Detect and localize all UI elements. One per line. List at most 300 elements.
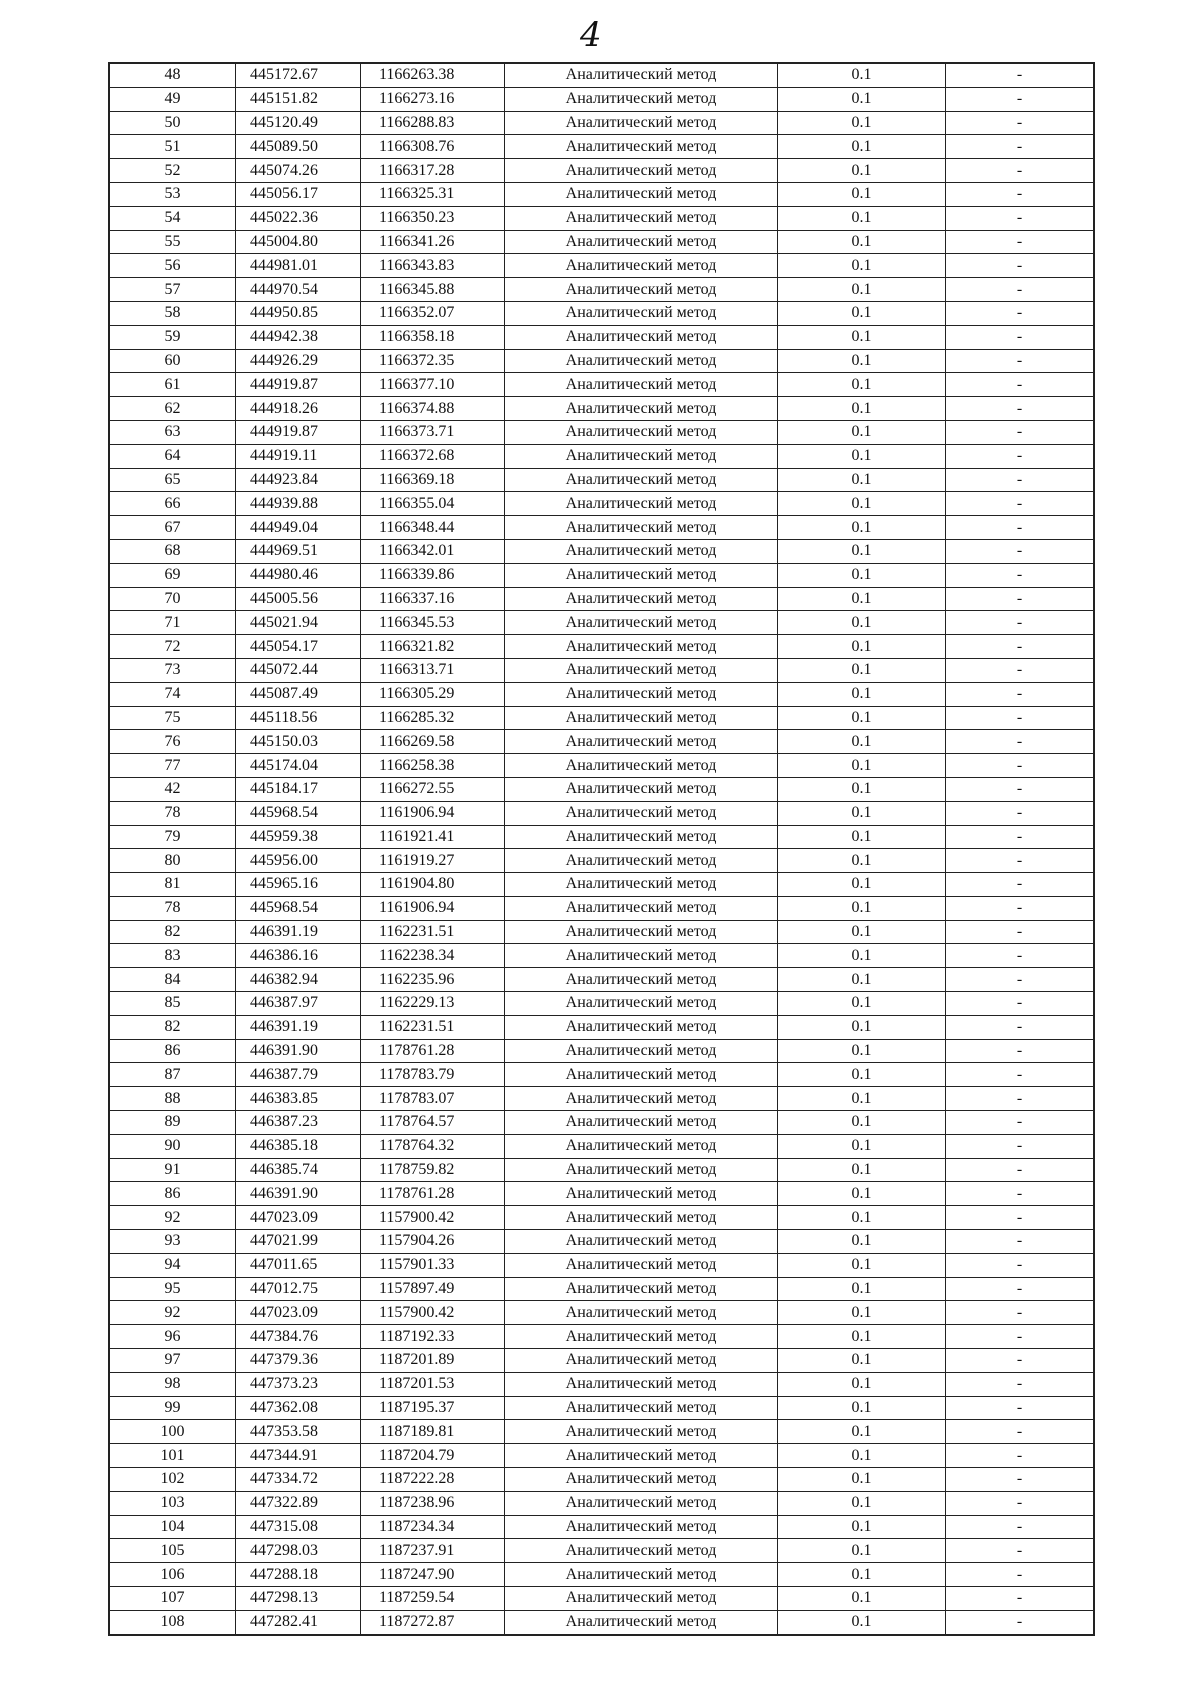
table-row [109, 135, 1094, 159]
table-row [109, 825, 1094, 849]
precision-cell: 0.1 [778, 1301, 946, 1325]
x-coordinate-cell: 447288.18 [236, 1563, 361, 1587]
x-coordinate-cell: 445021.94 [236, 611, 361, 635]
precision-cell: 0.1 [778, 373, 946, 397]
y-coordinate-cell: 1166308.76 [361, 135, 505, 159]
precision-cell: 0.1 [778, 1396, 946, 1420]
point-number-cell: 82 [109, 920, 236, 944]
table-row [109, 1444, 1094, 1468]
note-cell: - [946, 1230, 1095, 1254]
point-number-cell: 79 [109, 825, 236, 849]
method-cell: Аналитический метод [505, 658, 778, 682]
note-cell: - [946, 373, 1095, 397]
table-row [109, 896, 1094, 920]
point-number-cell: 78 [109, 801, 236, 825]
y-coordinate-cell: 1157897.49 [361, 1277, 505, 1301]
y-coordinate-cell: 1187272.87 [361, 1610, 505, 1634]
x-coordinate-cell: 447298.03 [236, 1539, 361, 1563]
note-cell: - [946, 135, 1095, 159]
y-coordinate-cell: 1187247.90 [361, 1563, 505, 1587]
note-cell: - [946, 301, 1095, 325]
note-cell: - [946, 754, 1095, 778]
method-cell: Аналитический метод [505, 635, 778, 659]
x-coordinate-cell: 445968.54 [236, 801, 361, 825]
table-row [109, 420, 1094, 444]
precision-cell: 0.1 [778, 420, 946, 444]
point-number-cell: 71 [109, 611, 236, 635]
page-number: 4 [580, 15, 602, 55]
x-coordinate-cell: 444980.46 [236, 563, 361, 587]
precision-cell: 0.1 [778, 1134, 946, 1158]
precision-cell: 0.1 [778, 1515, 946, 1539]
point-number-cell: 85 [109, 992, 236, 1016]
note-cell: - [946, 516, 1095, 540]
note-cell: - [946, 87, 1095, 111]
point-number-cell: 98 [109, 1372, 236, 1396]
x-coordinate-cell: 447011.65 [236, 1253, 361, 1277]
point-number-cell: 63 [109, 420, 236, 444]
y-coordinate-cell: 1166369.18 [361, 468, 505, 492]
y-coordinate-cell: 1161906.94 [361, 896, 505, 920]
point-number-cell: 54 [109, 206, 236, 230]
table-row [109, 1230, 1094, 1254]
table-row [109, 1158, 1094, 1182]
precision-cell: 0.1 [778, 777, 946, 801]
note-cell: - [946, 658, 1095, 682]
y-coordinate-cell: 1178783.79 [361, 1063, 505, 1087]
x-coordinate-cell: 447282.41 [236, 1610, 361, 1634]
x-coordinate-cell: 445150.03 [236, 730, 361, 754]
precision-cell: 0.1 [778, 992, 946, 1016]
precision-cell: 0.1 [778, 492, 946, 516]
table-row [109, 1468, 1094, 1492]
y-coordinate-cell: 1166358.18 [361, 325, 505, 349]
point-number-cell: 66 [109, 492, 236, 516]
y-coordinate-cell: 1166325.31 [361, 182, 505, 206]
point-number-cell: 83 [109, 944, 236, 968]
y-coordinate-cell: 1161921.41 [361, 825, 505, 849]
note-cell: - [946, 944, 1095, 968]
x-coordinate-cell: 447384.76 [236, 1325, 361, 1349]
table-row [109, 182, 1094, 206]
y-coordinate-cell: 1178761.28 [361, 1039, 505, 1063]
precision-cell: 0.1 [778, 325, 946, 349]
x-coordinate-cell: 444949.04 [236, 516, 361, 540]
table-row [109, 1087, 1094, 1111]
x-coordinate-cell: 446385.18 [236, 1134, 361, 1158]
y-coordinate-cell: 1166342.01 [361, 539, 505, 563]
point-number-cell: 87 [109, 1063, 236, 1087]
note-cell: - [946, 1539, 1095, 1563]
table-row [109, 658, 1094, 682]
point-number-cell: 70 [109, 587, 236, 611]
table-row [109, 1539, 1094, 1563]
x-coordinate-cell: 447012.75 [236, 1277, 361, 1301]
y-coordinate-cell: 1166373.71 [361, 420, 505, 444]
y-coordinate-cell: 1178764.57 [361, 1111, 505, 1135]
note-cell: - [946, 777, 1095, 801]
point-number-cell: 81 [109, 873, 236, 897]
x-coordinate-cell: 445965.16 [236, 873, 361, 897]
precision-cell: 0.1 [778, 1491, 946, 1515]
precision-cell: 0.1 [778, 849, 946, 873]
y-coordinate-cell: 1178761.28 [361, 1182, 505, 1206]
method-cell: Аналитический метод [505, 1468, 778, 1492]
precision-cell: 0.1 [778, 1253, 946, 1277]
point-number-cell: 50 [109, 111, 236, 135]
method-cell: Аналитический метод [505, 182, 778, 206]
precision-cell: 0.1 [778, 135, 946, 159]
note-cell: - [946, 563, 1095, 587]
point-number-cell: 58 [109, 301, 236, 325]
table-row [109, 206, 1094, 230]
method-cell: Аналитический метод [505, 1372, 778, 1396]
method-cell: Аналитический метод [505, 516, 778, 540]
table-row [109, 111, 1094, 135]
y-coordinate-cell: 1187195.37 [361, 1396, 505, 1420]
x-coordinate-cell: 445956.00 [236, 849, 361, 873]
table-row [109, 230, 1094, 254]
x-coordinate-cell: 445087.49 [236, 682, 361, 706]
x-coordinate-cell: 445089.50 [236, 135, 361, 159]
precision-cell: 0.1 [778, 1111, 946, 1135]
point-number-cell: 67 [109, 516, 236, 540]
table-row [109, 873, 1094, 897]
x-coordinate-cell: 445022.36 [236, 206, 361, 230]
table-row [109, 539, 1094, 563]
method-cell: Аналитический метод [505, 159, 778, 183]
table-row [109, 325, 1094, 349]
precision-cell: 0.1 [778, 539, 946, 563]
note-cell: - [946, 1277, 1095, 1301]
x-coordinate-cell: 445174.04 [236, 754, 361, 778]
y-coordinate-cell: 1166272.55 [361, 777, 505, 801]
method-cell: Аналитический метод [505, 420, 778, 444]
note-cell: - [946, 1515, 1095, 1539]
point-number-cell: 106 [109, 1563, 236, 1587]
y-coordinate-cell: 1187234.34 [361, 1515, 505, 1539]
point-number-cell: 99 [109, 1396, 236, 1420]
precision-cell: 0.1 [778, 1206, 946, 1230]
table-row [109, 1587, 1094, 1611]
point-number-cell: 102 [109, 1468, 236, 1492]
precision-cell: 0.1 [778, 825, 946, 849]
point-number-cell: 86 [109, 1182, 236, 1206]
x-coordinate-cell: 444969.51 [236, 539, 361, 563]
table-row [109, 492, 1094, 516]
note-cell: - [946, 159, 1095, 183]
point-number-cell: 97 [109, 1349, 236, 1373]
y-coordinate-cell: 1166321.82 [361, 635, 505, 659]
point-number-cell: 104 [109, 1515, 236, 1539]
method-cell: Аналитический метод [505, 563, 778, 587]
method-cell: Аналитический метод [505, 1230, 778, 1254]
precision-cell: 0.1 [778, 397, 946, 421]
method-cell: Аналитический метод [505, 373, 778, 397]
x-coordinate-cell: 444942.38 [236, 325, 361, 349]
table-row [109, 563, 1094, 587]
x-coordinate-cell: 447344.91 [236, 1444, 361, 1468]
x-coordinate-cell: 445968.54 [236, 896, 361, 920]
note-cell: - [946, 1253, 1095, 1277]
x-coordinate-cell: 445005.56 [236, 587, 361, 611]
method-cell: Аналитический метод [505, 301, 778, 325]
x-coordinate-cell: 444926.29 [236, 349, 361, 373]
method-cell: Аналитический метод [505, 468, 778, 492]
note-cell: - [946, 254, 1095, 278]
precision-cell: 0.1 [778, 1015, 946, 1039]
table-row [109, 1206, 1094, 1230]
point-number-cell: 56 [109, 254, 236, 278]
x-coordinate-cell: 445054.17 [236, 635, 361, 659]
precision-cell: 0.1 [778, 944, 946, 968]
y-coordinate-cell: 1162235.96 [361, 968, 505, 992]
y-coordinate-cell: 1166285.32 [361, 706, 505, 730]
table-row [109, 63, 1094, 87]
precision-cell: 0.1 [778, 920, 946, 944]
x-coordinate-cell: 446391.90 [236, 1182, 361, 1206]
note-cell: - [946, 397, 1095, 421]
x-coordinate-cell: 447322.89 [236, 1491, 361, 1515]
method-cell: Аналитический метод [505, 1277, 778, 1301]
note-cell: - [946, 468, 1095, 492]
x-coordinate-cell: 444919.87 [236, 373, 361, 397]
x-coordinate-cell: 445184.17 [236, 777, 361, 801]
y-coordinate-cell: 1166305.29 [361, 682, 505, 706]
method-cell: Аналитический метод [505, 63, 778, 87]
table-row [109, 1515, 1094, 1539]
note-cell: - [946, 1610, 1095, 1634]
note-cell: - [946, 801, 1095, 825]
x-coordinate-cell: 444918.26 [236, 397, 361, 421]
point-number-cell: 78 [109, 896, 236, 920]
x-coordinate-cell: 447023.09 [236, 1301, 361, 1325]
note-cell: - [946, 230, 1095, 254]
x-coordinate-cell: 445004.80 [236, 230, 361, 254]
x-coordinate-cell: 446383.85 [236, 1087, 361, 1111]
point-number-cell: 92 [109, 1206, 236, 1230]
table-row [109, 730, 1094, 754]
method-cell: Аналитический метод [505, 801, 778, 825]
method-cell: Аналитический метод [505, 206, 778, 230]
table-row [109, 1111, 1094, 1135]
y-coordinate-cell: 1166374.88 [361, 397, 505, 421]
note-cell: - [946, 1134, 1095, 1158]
table-row [109, 944, 1094, 968]
precision-cell: 0.1 [778, 1158, 946, 1182]
point-number-cell: 65 [109, 468, 236, 492]
table-row [109, 373, 1094, 397]
table-row [109, 849, 1094, 873]
point-number-cell: 55 [109, 230, 236, 254]
method-cell: Аналитический метод [505, 587, 778, 611]
method-cell: Аналитический метод [505, 278, 778, 302]
y-coordinate-cell: 1166317.28 [361, 159, 505, 183]
x-coordinate-cell: 446385.74 [236, 1158, 361, 1182]
table-row [109, 1063, 1094, 1087]
table-row [109, 1253, 1094, 1277]
y-coordinate-cell: 1166355.04 [361, 492, 505, 516]
note-cell: - [946, 1063, 1095, 1087]
x-coordinate-cell: 444950.85 [236, 301, 361, 325]
x-coordinate-cell: 445151.82 [236, 87, 361, 111]
point-number-cell: 101 [109, 1444, 236, 1468]
y-coordinate-cell: 1162229.13 [361, 992, 505, 1016]
precision-cell: 0.1 [778, 516, 946, 540]
method-cell: Аналитический метод [505, 1301, 778, 1325]
method-cell: Аналитический метод [505, 682, 778, 706]
method-cell: Аналитический метод [505, 992, 778, 1016]
table-row [109, 611, 1094, 635]
table-row [109, 87, 1094, 111]
table-row [109, 920, 1094, 944]
point-number-cell: 48 [109, 63, 236, 87]
method-cell: Аналитический метод [505, 849, 778, 873]
point-number-cell: 103 [109, 1491, 236, 1515]
y-coordinate-cell: 1166337.16 [361, 587, 505, 611]
note-cell: - [946, 896, 1095, 920]
point-number-cell: 51 [109, 135, 236, 159]
table-row [109, 397, 1094, 421]
precision-cell: 0.1 [778, 1563, 946, 1587]
point-number-cell: 105 [109, 1539, 236, 1563]
point-number-cell: 86 [109, 1039, 236, 1063]
y-coordinate-cell: 1162231.51 [361, 920, 505, 944]
y-coordinate-cell: 1166350.23 [361, 206, 505, 230]
method-cell: Аналитический метод [505, 1063, 778, 1087]
method-cell: Аналитический метод [505, 1515, 778, 1539]
x-coordinate-cell: 446391.90 [236, 1039, 361, 1063]
precision-cell: 0.1 [778, 706, 946, 730]
precision-cell: 0.1 [778, 1277, 946, 1301]
note-cell: - [946, 706, 1095, 730]
point-number-cell: 84 [109, 968, 236, 992]
precision-cell: 0.1 [778, 611, 946, 635]
table-row [109, 1277, 1094, 1301]
x-coordinate-cell: 446387.79 [236, 1063, 361, 1087]
table-row [109, 1134, 1094, 1158]
precision-cell: 0.1 [778, 1587, 946, 1611]
y-coordinate-cell: 1157900.42 [361, 1206, 505, 1230]
method-cell: Аналитический метод [505, 444, 778, 468]
precision-cell: 0.1 [778, 1420, 946, 1444]
method-cell: Аналитический метод [505, 87, 778, 111]
point-number-cell: 94 [109, 1253, 236, 1277]
x-coordinate-cell: 446386.16 [236, 944, 361, 968]
table-row [109, 706, 1094, 730]
coordinates-table [108, 62, 1095, 1636]
x-coordinate-cell: 444939.88 [236, 492, 361, 516]
point-number-cell: 75 [109, 706, 236, 730]
precision-cell: 0.1 [778, 1444, 946, 1468]
method-cell: Аналитический метод [505, 1158, 778, 1182]
point-number-cell: 91 [109, 1158, 236, 1182]
point-number-cell: 95 [109, 1277, 236, 1301]
point-number-cell: 74 [109, 682, 236, 706]
x-coordinate-cell: 447021.99 [236, 1230, 361, 1254]
y-coordinate-cell: 1187201.89 [361, 1349, 505, 1373]
y-coordinate-cell: 1187238.96 [361, 1491, 505, 1515]
note-cell: - [946, 420, 1095, 444]
note-cell: - [946, 730, 1095, 754]
note-cell: - [946, 1111, 1095, 1135]
point-number-cell: 90 [109, 1134, 236, 1158]
y-coordinate-cell: 1162238.34 [361, 944, 505, 968]
y-coordinate-cell: 1166372.35 [361, 349, 505, 373]
method-cell: Аналитический метод [505, 397, 778, 421]
table-row [109, 1015, 1094, 1039]
y-coordinate-cell: 1166288.83 [361, 111, 505, 135]
method-cell: Аналитический метод [505, 706, 778, 730]
x-coordinate-cell: 446382.94 [236, 968, 361, 992]
y-coordinate-cell: 1166263.38 [361, 63, 505, 87]
x-coordinate-cell: 447373.23 [236, 1372, 361, 1396]
y-coordinate-cell: 1166343.83 [361, 254, 505, 278]
note-cell: - [946, 825, 1095, 849]
precision-cell: 0.1 [778, 801, 946, 825]
precision-cell: 0.1 [778, 349, 946, 373]
precision-cell: 0.1 [778, 159, 946, 183]
point-number-cell: 59 [109, 325, 236, 349]
x-coordinate-cell: 445072.44 [236, 658, 361, 682]
note-cell: - [946, 278, 1095, 302]
precision-cell: 0.1 [778, 111, 946, 135]
method-cell: Аналитический метод [505, 539, 778, 563]
method-cell: Аналитический метод [505, 492, 778, 516]
note-cell: - [946, 1420, 1095, 1444]
precision-cell: 0.1 [778, 63, 946, 87]
table-row [109, 801, 1094, 825]
note-cell: - [946, 349, 1095, 373]
note-cell: - [946, 539, 1095, 563]
y-coordinate-cell: 1166313.71 [361, 658, 505, 682]
y-coordinate-cell: 1178759.82 [361, 1158, 505, 1182]
method-cell: Аналитический метод [505, 777, 778, 801]
table-row [109, 1396, 1094, 1420]
precision-cell: 0.1 [778, 682, 946, 706]
method-cell: Аналитический метод [505, 325, 778, 349]
precision-cell: 0.1 [778, 1468, 946, 1492]
precision-cell: 0.1 [778, 754, 946, 778]
method-cell: Аналитический метод [505, 1396, 778, 1420]
method-cell: Аналитический метод [505, 896, 778, 920]
note-cell: - [946, 1372, 1095, 1396]
point-number-cell: 89 [109, 1111, 236, 1135]
y-coordinate-cell: 1161919.27 [361, 849, 505, 873]
y-coordinate-cell: 1157904.26 [361, 1230, 505, 1254]
precision-cell: 0.1 [778, 1349, 946, 1373]
method-cell: Аналитический метод [505, 920, 778, 944]
point-number-cell: 77 [109, 754, 236, 778]
method-cell: Аналитический метод [505, 730, 778, 754]
precision-cell: 0.1 [778, 635, 946, 659]
note-cell: - [946, 873, 1095, 897]
precision-cell: 0.1 [778, 968, 946, 992]
x-coordinate-cell: 446391.19 [236, 920, 361, 944]
point-number-cell: 52 [109, 159, 236, 183]
point-number-cell: 68 [109, 539, 236, 563]
y-coordinate-cell: 1162231.51 [361, 1015, 505, 1039]
precision-cell: 0.1 [778, 254, 946, 278]
y-coordinate-cell: 1166339.86 [361, 563, 505, 587]
table-row [109, 278, 1094, 302]
method-cell: Аналитический метод [505, 1444, 778, 1468]
note-cell: - [946, 1039, 1095, 1063]
method-cell: Аналитический метод [505, 1039, 778, 1063]
note-cell: - [946, 206, 1095, 230]
x-coordinate-cell: 447362.08 [236, 1396, 361, 1420]
method-cell: Аналитический метод [505, 873, 778, 897]
